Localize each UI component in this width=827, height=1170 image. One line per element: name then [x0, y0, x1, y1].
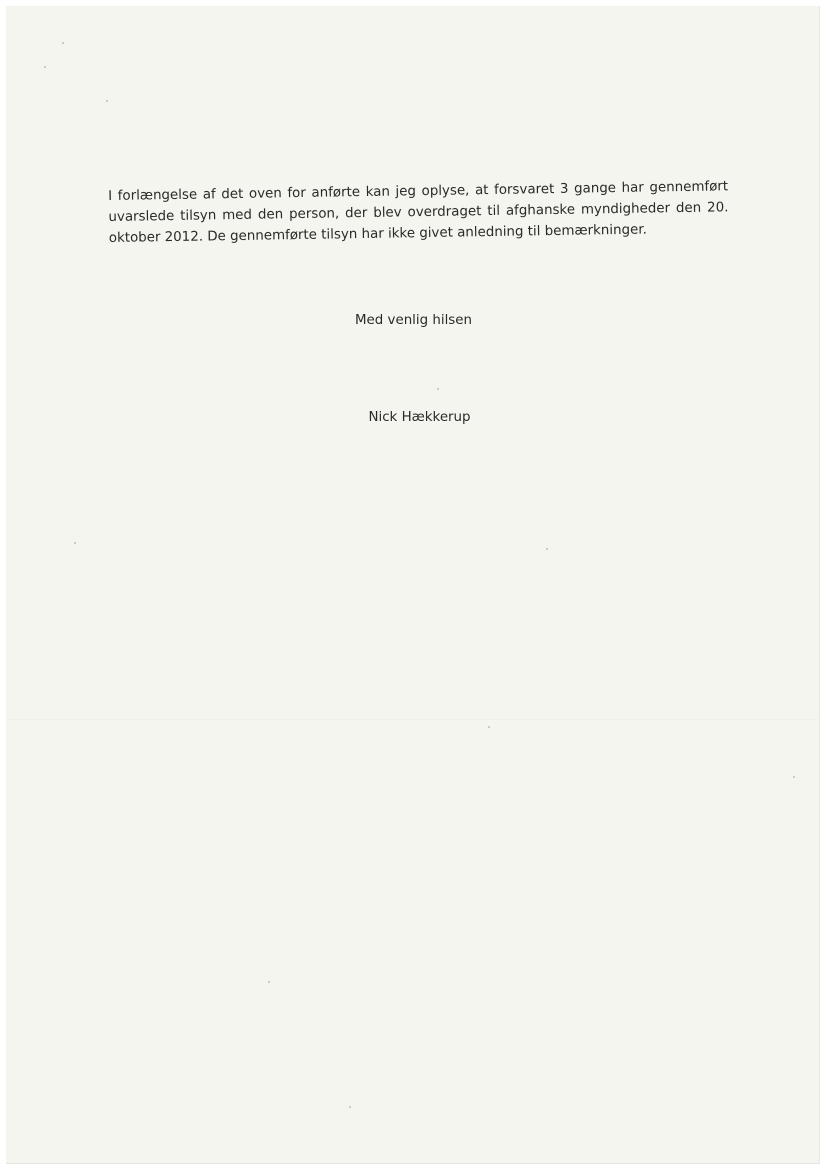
closing-greeting: Med venlig hilsen: [354, 313, 473, 328]
paper-speck: [268, 981, 270, 983]
paper-speck: [74, 542, 76, 544]
paper-speck: [793, 776, 795, 778]
paper-speck: [62, 42, 64, 44]
body-paragraph: I forlængelse af det oven for anførte kan jeg oplyse, at forsvaret 3 gange har gennemført uvarslede tilsyn med den person, der blev overdraget til afghanske myndigheder den 20. oktober 2012. De gennemførte tilsyn har ikke givet anledning til bemærkninger.: [108, 179, 729, 246]
paper-fold-line: [6, 719, 819, 721]
paper-speck: [437, 388, 439, 390]
paper-speck: [44, 66, 46, 68]
paper-speck: [349, 1106, 351, 1108]
paper-speck: [546, 548, 548, 550]
paper-speck: [106, 100, 108, 102]
signatory-name: Nick Hækkerup: [368, 410, 471, 425]
paper-speck: [488, 726, 490, 728]
